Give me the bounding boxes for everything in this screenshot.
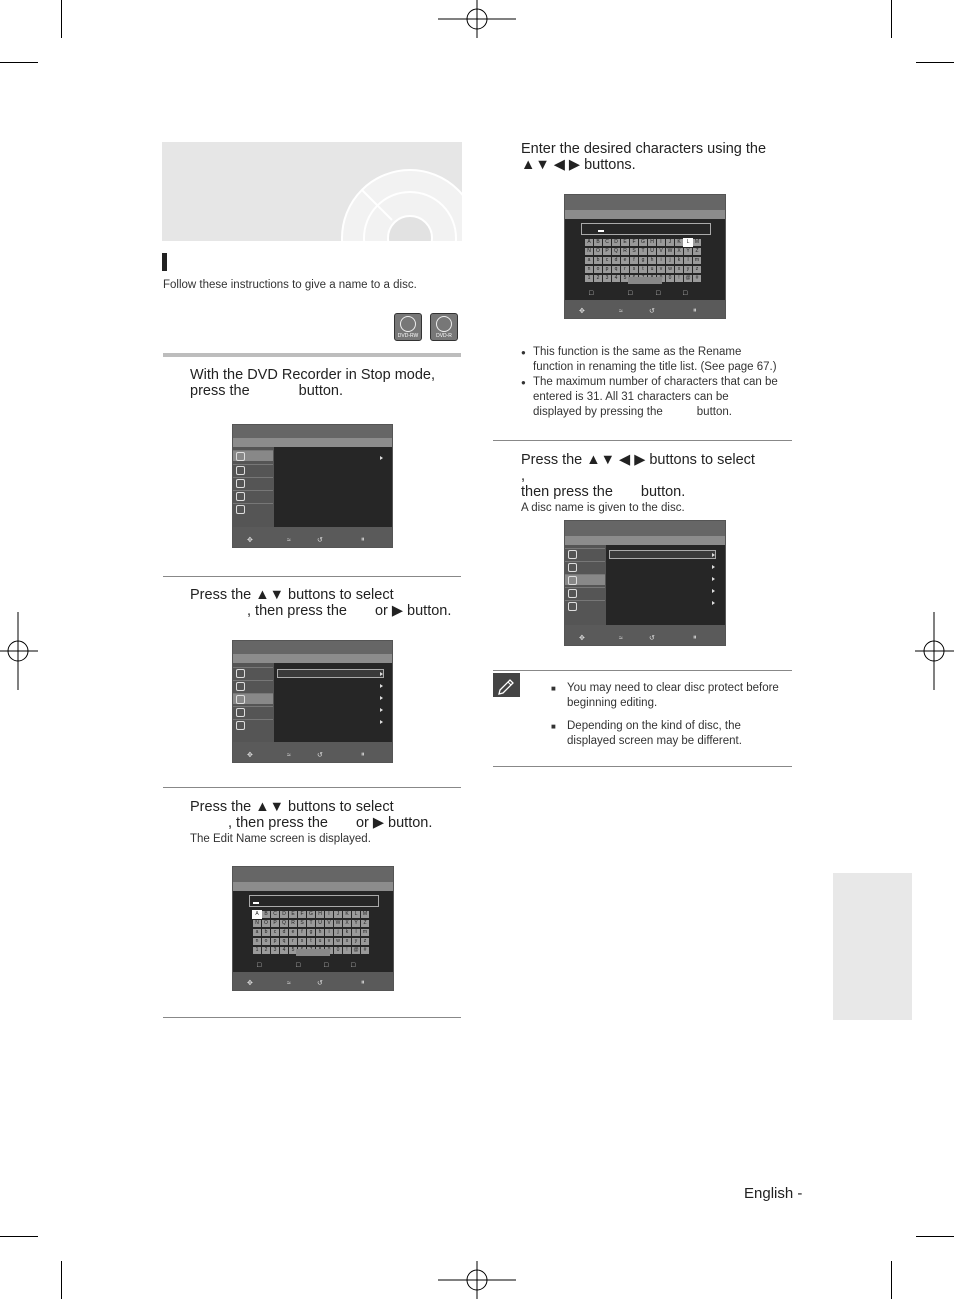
- keyboard-key[interactable]: L: [684, 239, 692, 246]
- keyboard-key[interactable]: l: [684, 257, 692, 264]
- keyboard-key[interactable]: r: [289, 938, 297, 945]
- keyboard-key[interactable]: 4: [280, 947, 288, 954]
- keyboard-key[interactable]: j: [334, 929, 342, 936]
- keyboard-key[interactable]: R: [621, 248, 629, 255]
- keyboard-key[interactable]: o: [594, 266, 602, 273]
- screen-3-edit-name: A B C D E F G H I J K L M N O P Q R S T U V W X Y Z a b c d e f g h i j k l m n o p q r s t u v w x y z 1 2 3 4 5 0 ! @ # □ □ □ □ ✥ ≈ ↺ ⏸: [232, 866, 394, 991]
- keyboard-key[interactable]: 3: [603, 275, 611, 282]
- keyboard-key[interactable]: d: [612, 257, 620, 264]
- keyboard-key[interactable]: f: [630, 257, 638, 264]
- screen-1-menu: ✥ ≈ ↺ ⏸: [232, 424, 393, 548]
- keyboard-key[interactable]: F: [298, 911, 306, 918]
- keyboard-key[interactable]: 1: [253, 947, 261, 954]
- keyboard-key[interactable]: e: [289, 929, 297, 936]
- keyboard-key[interactable]: 0: [666, 275, 674, 282]
- keyboard-key[interactable]: b: [594, 257, 602, 264]
- screen-5-menu: ✥ ≈ ↺ ⏸: [564, 520, 726, 646]
- keyboard-grid-1: [253, 911, 369, 954]
- bullet-list: ● This function is the same as the Rename function in renaming the title list. (See page 67.) ● The maximum number of characters that can be entered is 31. All 31 characters can be displayed by pressing the button.: [533, 345, 803, 420]
- keyboard-key[interactable]: M: [694, 239, 700, 245]
- keyboard-key[interactable]: n: [585, 266, 593, 273]
- keyboard-key[interactable]: A: [253, 911, 261, 918]
- keyboard-key[interactable]: t: [307, 938, 315, 945]
- keyboard-key[interactable]: Z: [361, 920, 369, 927]
- keyboard-key[interactable]: w: [334, 938, 342, 945]
- notes-list: ■ You may need to clear disc protect before beginning editing. ■ Depending on the kind of disc, the displayed screen may be different.: [567, 681, 797, 749]
- note-pencil-icon: [493, 673, 520, 697]
- keyboard-key[interactable]: C: [603, 239, 611, 246]
- keyboard-key[interactable]: A: [585, 239, 593, 246]
- keyboard-key[interactable]: 0: [334, 947, 342, 954]
- keyboard-key[interactable]: D: [280, 911, 288, 918]
- keyboard-key[interactable]: M: [362, 911, 368, 917]
- keyboard-key[interactable]: t: [639, 266, 647, 273]
- side-tab: [833, 873, 912, 1020]
- keyboard-key[interactable]: X: [343, 920, 351, 927]
- keyboard-key[interactable]: 5: [289, 947, 297, 954]
- keyboard-key[interactable]: @: [685, 275, 691, 281]
- keyboard-key[interactable]: j: [666, 257, 674, 264]
- keyboard-key[interactable]: u: [316, 938, 324, 945]
- keyboard-key[interactable]: c: [271, 929, 279, 936]
- keyboard-key[interactable]: 2: [594, 275, 602, 282]
- disc-graphic: [162, 142, 462, 241]
- keyboard-key[interactable]: @: [353, 947, 359, 953]
- keyboard-key[interactable]: y: [684, 266, 692, 273]
- keyboard-key[interactable]: L: [352, 911, 360, 918]
- keyboard-key[interactable]: !: [343, 947, 351, 954]
- keyboard-key[interactable]: n: [253, 938, 261, 945]
- keyboard-key[interactable]: O: [594, 248, 602, 255]
- keyboard-key[interactable]: x: [675, 266, 683, 273]
- keyboard-key[interactable]: c: [603, 257, 611, 264]
- keyboard-key[interactable]: I: [325, 911, 333, 918]
- keyboard-key[interactable]: Q: [280, 920, 288, 927]
- step-1-text: With the DVD Recorder in Stop mode, press the button.: [190, 367, 435, 399]
- keyboard-key[interactable]: Y: [684, 248, 692, 255]
- keyboard-key[interactable]: F: [630, 239, 638, 246]
- keyboard-key[interactable]: p: [271, 938, 279, 945]
- keyboard-key[interactable]: B: [262, 911, 270, 918]
- keyboard-key[interactable]: H: [316, 911, 324, 918]
- keyboard-key[interactable]: u: [648, 266, 656, 273]
- keyboard-key[interactable]: W: [667, 248, 673, 254]
- keyboard-key[interactable]: G: [639, 239, 647, 246]
- registration-mark-top: [438, 0, 518, 40]
- keyboard-key[interactable]: h: [648, 257, 656, 264]
- name-field-2: [581, 223, 711, 235]
- keyboard-key[interactable]: J: [666, 239, 674, 246]
- dvd-r-badge-icon: DVD-R: [430, 313, 458, 341]
- keyboard-key[interactable]: T: [307, 920, 315, 927]
- keyboard-key[interactable]: 3: [271, 947, 279, 954]
- keyboard-key[interactable]: f: [298, 929, 306, 936]
- footer-page-label: English -: [744, 1185, 803, 1202]
- keyboard-key[interactable]: m: [694, 257, 700, 263]
- step-5-text: Press the ▲▼ ◀ ▶ buttons to select, then press the button. A disc name is given to the disc.: [521, 452, 755, 514]
- section-marker: [162, 253, 167, 271]
- step-4-text: Enter the desired characters using the ▲▼ ◀ ▶ buttons.: [521, 141, 767, 173]
- keyboard-key[interactable]: U: [648, 248, 656, 255]
- keyboard-key[interactable]: v: [325, 938, 333, 945]
- keyboard-key[interactable]: v: [657, 266, 665, 273]
- keyboard-key[interactable]: Z: [693, 248, 701, 255]
- keyboard-key[interactable]: U: [316, 920, 324, 927]
- keyboard-key[interactable]: #: [693, 275, 701, 282]
- keyboard-key[interactable]: y: [352, 938, 360, 945]
- registration-mark-bottom: [438, 1260, 518, 1299]
- keyboard-key[interactable]: N: [253, 920, 261, 927]
- left-column-top-rule: [163, 353, 461, 357]
- keyboard-key[interactable]: C: [271, 911, 279, 918]
- keyboard-key[interactable]: J: [334, 911, 342, 918]
- keyboard-key[interactable]: r: [621, 266, 629, 273]
- keyboard-key[interactable]: S: [298, 920, 306, 927]
- keyboard-key[interactable]: o: [262, 938, 270, 945]
- keyboard-key[interactable]: !: [675, 275, 683, 282]
- keyboard-key[interactable]: I: [657, 239, 665, 246]
- keyboard-key[interactable]: z: [361, 938, 369, 945]
- keyboard-key[interactable]: K: [343, 911, 351, 918]
- keyboard-key[interactable]: 2: [262, 947, 270, 954]
- keyboard-key[interactable]: 5: [621, 275, 629, 282]
- keyboard-key[interactable]: 4: [612, 275, 620, 282]
- keyboard-key[interactable]: k: [343, 929, 351, 936]
- keyboard-key[interactable]: T: [639, 248, 647, 255]
- keyboard-key[interactable]: x: [343, 938, 351, 945]
- keyboard-key[interactable]: a: [253, 929, 261, 936]
- keyboard-key[interactable]: 1: [585, 275, 593, 282]
- keyboard-key[interactable]: V: [325, 920, 333, 927]
- keyboard-key[interactable]: X: [675, 248, 683, 255]
- keyboard-key[interactable]: S: [630, 248, 638, 255]
- keyboard-key[interactable]: q: [612, 266, 620, 273]
- keyboard-key[interactable]: i: [657, 257, 665, 264]
- keyboard-key[interactable]: e: [621, 257, 629, 264]
- registration-mark-left: [0, 612, 40, 692]
- name-field: [249, 895, 379, 907]
- screen-4-edit-name: A B C D E F G H I J K L M N O P Q R S T U V W X Y Z a b c d e f g h i j k l m n o p q r s t u v w x y z 1 2 3 4 5 0 ! @ # □ □ □ □ ✥ ≈ ↺ ⏸: [564, 194, 726, 319]
- screen-2-menu: ✥ ≈ ↺ ⏸: [232, 640, 393, 763]
- keyboard-key[interactable]: w: [666, 266, 674, 273]
- keyboard-key[interactable]: s: [630, 266, 638, 273]
- keyboard-key[interactable]: m: [362, 929, 368, 935]
- intro-text: Follow these instructions to give a name to a disc.: [163, 279, 417, 291]
- keyboard-key[interactable]: O: [262, 920, 270, 927]
- keyboard-key[interactable]: #: [361, 947, 369, 954]
- keyboard-key[interactable]: z: [693, 266, 701, 273]
- keyboard-key[interactable]: P: [271, 920, 279, 927]
- keyboard-key[interactable]: R: [289, 920, 297, 927]
- keyboard-key[interactable]: l: [352, 929, 360, 936]
- keyboard-key[interactable]: V: [657, 248, 665, 255]
- keyboard-key[interactable]: g: [639, 257, 647, 264]
- keyboard-key[interactable]: W: [335, 920, 341, 926]
- keyboard-key[interactable]: D: [612, 239, 620, 246]
- keyboard-key[interactable]: N: [585, 248, 593, 255]
- keyboard-key[interactable]: p: [603, 266, 611, 273]
- keyboard-key[interactable]: b: [262, 929, 270, 936]
- step-3-text: Press the ▲▼ buttons to select , then press the or ▶ button. The Edit Name screen is displayed.: [190, 799, 433, 845]
- keyboard-key[interactable]: Y: [352, 920, 360, 927]
- dvd-rw-badge-icon: DVD-RW: [394, 313, 422, 341]
- keyboard-key[interactable]: K: [675, 239, 683, 246]
- keyboard-key[interactable]: H: [648, 239, 656, 246]
- keyboard-key[interactable]: i: [325, 929, 333, 936]
- registration-mark-right: [914, 612, 954, 692]
- keyboard-key[interactable]: g: [307, 929, 315, 936]
- keyboard-key[interactable]: d: [280, 929, 288, 936]
- keyboard-grid-2: [585, 239, 701, 282]
- keyboard-key[interactable]: s: [298, 938, 306, 945]
- keyboard-key[interactable]: q: [280, 938, 288, 945]
- keyboard-key[interactable]: E: [289, 911, 297, 918]
- keyboard-key[interactable]: a: [585, 257, 593, 264]
- keyboard-key[interactable]: Q: [612, 248, 620, 255]
- header-banner: [162, 142, 462, 241]
- keyboard-key[interactable]: E: [621, 239, 629, 246]
- keyboard-key[interactable]: k: [675, 257, 683, 264]
- keyboard-key[interactable]: G: [307, 911, 315, 918]
- keyboard-key[interactable]: B: [594, 239, 602, 246]
- step-2-text: Press the ▲▼ buttons to select , then press the or ▶ button.: [190, 587, 452, 619]
- keyboard-key[interactable]: P: [603, 248, 611, 255]
- keyboard-key[interactable]: h: [316, 929, 324, 936]
